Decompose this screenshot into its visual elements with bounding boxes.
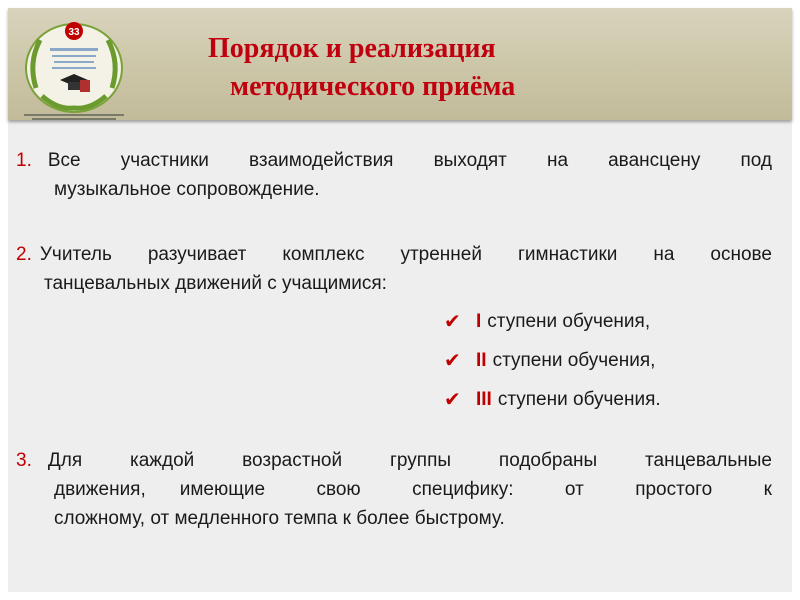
sublist-item-1 (444, 309, 650, 335)
item-2-line-1 (16, 240, 772, 269)
item-1-number: 1. (16, 150, 32, 171)
sublist-item-2-text: ступени обучения, (492, 350, 656, 371)
item-3-number: 3. (16, 450, 32, 471)
item-1-line-1 (16, 146, 772, 175)
checkmark-icon: ✔ (444, 350, 461, 372)
sublist-item-3-roman: III (476, 389, 492, 410)
sublist-item-2-roman: II (476, 350, 487, 371)
item-3-text-line-2b: имеющие свою специфику: от простого к (179, 479, 772, 500)
sublist-item-2 (444, 348, 655, 374)
item-2-text-line-1: Учитель разучивает комплекс утренней гимнастики на основе (39, 244, 772, 265)
sublist-item-1-text: ступени обучения, (487, 311, 651, 332)
slide-header (8, 8, 792, 120)
slide-title (208, 30, 638, 106)
item-2-number: 2. (16, 244, 32, 265)
item-2-text-line-2: танцевальных движений с учащимися: (44, 273, 387, 294)
logo-number: 33 (68, 27, 80, 38)
checkmark-icon: ✔ (444, 311, 461, 333)
item-3-text-line-2a: движения, (54, 479, 146, 500)
sublist-item-3 (444, 387, 661, 413)
item-3-line-2 (16, 475, 772, 504)
item-3-line-1 (16, 446, 772, 475)
list-item-2 (16, 240, 772, 298)
sublist-item-1-roman: I (476, 311, 482, 332)
item-3-text-line-1: Для каждой возрастной группы подобраны танцевальные (47, 450, 772, 471)
item-3-text-line-3: сложному, от медленного темпа к более быстрому. (54, 508, 505, 529)
checkmark-icon: ✔ (444, 389, 461, 411)
list-item-1 (16, 146, 772, 204)
item-1-text-line-2: музыкальное сопровождение. (54, 179, 320, 200)
sublist-item-3-text: ступени обучения. (497, 389, 661, 410)
title-line-1: Порядок и реализация (208, 33, 496, 64)
item-1-text-line-1: Все участники взаимодействия выходят на авансцену под (47, 150, 772, 171)
list-item-3 (16, 446, 772, 533)
school-emblem-logo (18, 18, 130, 124)
title-line-2: методического приёма (230, 71, 516, 102)
